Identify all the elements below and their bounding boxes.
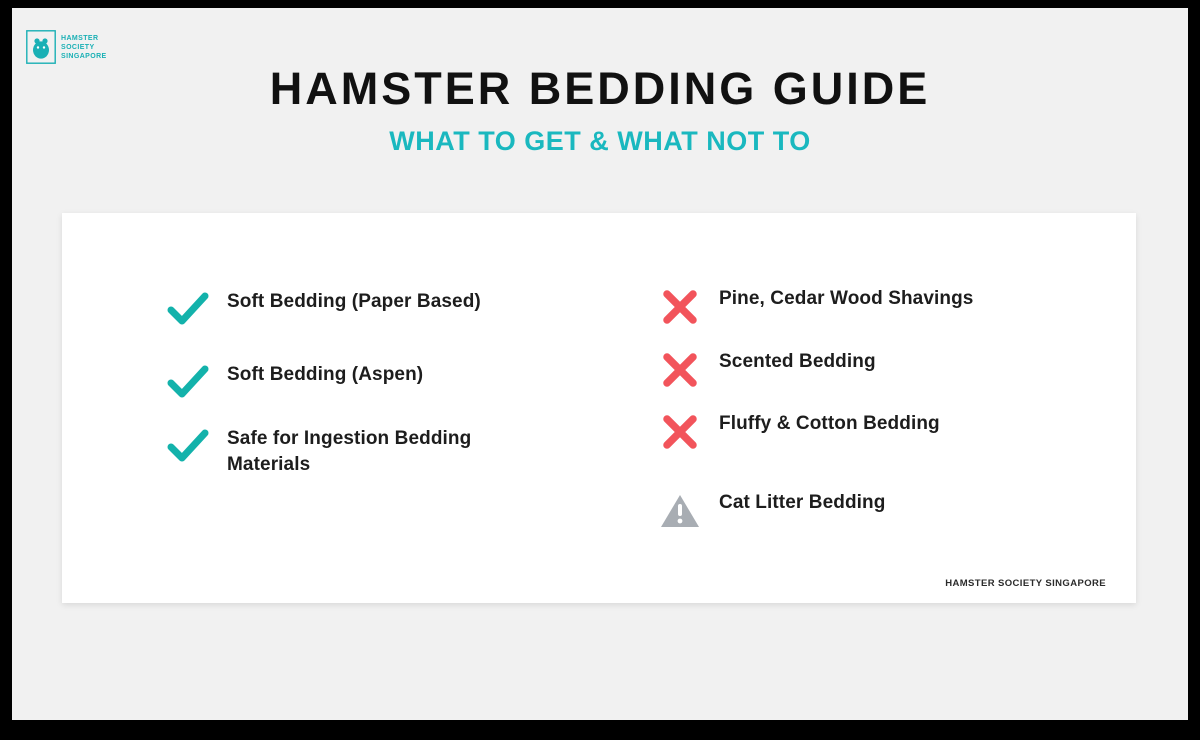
list-item-label: Pine, Cedar Wood Shavings [719, 288, 974, 309]
heading-block [12, 60, 1188, 158]
brand-logo-line3: SINGAPORE [61, 52, 107, 60]
list-item-label: Soft Bedding (Aspen) [227, 364, 424, 385]
list-item-label: Safe for Ingestion Bedding Materials [227, 428, 472, 475]
card-credit: HAMSTER SOCIETY SINGAPORE [945, 578, 1106, 589]
list-item [167, 289, 481, 331]
list-item-label: Soft Bedding (Paper Based) [227, 291, 481, 312]
brand-logo-text [61, 34, 107, 61]
check-icon [167, 426, 209, 468]
list-item [167, 362, 423, 404]
list-item-label: Scented Bedding [719, 351, 876, 372]
avoid-column [599, 213, 1136, 603]
content-columns [62, 213, 1136, 603]
brand-logo-line2: SOCIETY [61, 43, 95, 51]
list-item [659, 490, 885, 532]
page-title: HAMSTER BEDDING GUIDE [269, 63, 931, 114]
page-subtitle: WHAT TO GET & WHAT NOT TO [389, 126, 811, 156]
warning-triangle-icon [659, 490, 701, 532]
recommended-column [62, 213, 599, 603]
cross-icon [659, 411, 701, 453]
hamster-logo-icon [26, 30, 56, 64]
brand-logo-line1: HAMSTER [61, 34, 99, 42]
list-item [659, 286, 973, 328]
check-icon [167, 362, 209, 404]
list-item [659, 349, 876, 391]
cross-icon [659, 286, 701, 328]
check-icon [167, 289, 209, 331]
content-card [62, 213, 1136, 603]
list-item-label: Fluffy & Cotton Bedding [719, 413, 940, 434]
slide-canvas [12, 8, 1188, 720]
list-item [659, 411, 940, 453]
list-item [167, 426, 557, 478]
list-item-label: Cat Litter Bedding [719, 492, 886, 513]
cross-icon [659, 349, 701, 391]
